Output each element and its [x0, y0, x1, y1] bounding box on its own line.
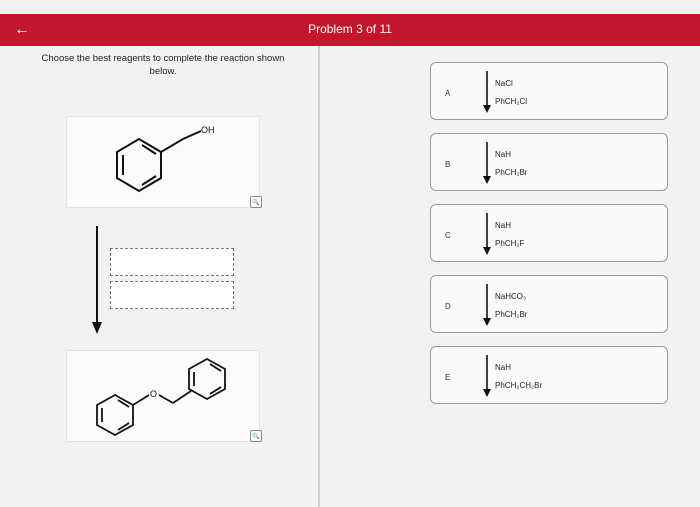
- down-arrow-icon: [483, 213, 491, 255]
- option-b[interactable]: [430, 133, 668, 191]
- option-reagent-1: NaCl: [495, 79, 513, 88]
- option-reagent-2: PhCH₂F: [495, 239, 525, 248]
- option-d[interactable]: [430, 275, 668, 333]
- down-arrow-icon: [483, 71, 491, 113]
- option-reagent-1: NaH: [495, 221, 512, 230]
- option-a[interactable]: [430, 62, 668, 120]
- option-reagent-2: PhCH₂Br: [495, 168, 528, 177]
- option-reagent-1: NaHCO₃: [495, 292, 527, 301]
- panel-divider: [318, 46, 320, 507]
- option-reagent-1: NaH: [495, 150, 512, 159]
- down-arrow-icon: [483, 355, 491, 397]
- product-molecule: [66, 350, 260, 442]
- option-letter: D: [445, 302, 451, 311]
- magnifier-icon: 🔍: [252, 200, 260, 206]
- option-reagent-2: PhCH₂CH₂Br: [495, 381, 543, 390]
- header-bar: [0, 14, 700, 46]
- question-prompt: Choose the best reagents to complete the reaction shown below.: [41, 53, 285, 77]
- option-reagent-1: NaH: [495, 363, 512, 372]
- zoom-start-button[interactable]: [250, 196, 262, 208]
- down-arrow-icon: [483, 142, 491, 184]
- reagent-drop-slot-1[interactable]: [110, 248, 234, 276]
- option-e[interactable]: [430, 346, 668, 404]
- down-arrow-icon: [483, 284, 491, 326]
- page-title: Problem 3 of 11: [308, 22, 392, 36]
- zoom-product-button[interactable]: [250, 430, 262, 442]
- option-letter: B: [445, 160, 451, 169]
- reagent-drop-slot-2[interactable]: [110, 281, 234, 309]
- magnifier-icon: 🔍: [252, 434, 260, 440]
- ether-oxygen-label: O: [150, 389, 158, 399]
- hydroxyl-label: OH: [201, 125, 215, 135]
- benzyl-phenyl-ether-structure: [67, 351, 261, 443]
- starting-material: [66, 116, 260, 208]
- back-arrow-icon[interactable]: ←: [14, 21, 30, 38]
- option-letter: C: [445, 231, 451, 240]
- option-letter: A: [445, 89, 451, 98]
- option-c[interactable]: [430, 204, 668, 262]
- reaction-arrow: [92, 226, 102, 334]
- benzyl-alcohol-structure: [67, 117, 261, 209]
- option-reagent-2: PhCH₂Cl: [495, 97, 527, 106]
- option-letter: E: [445, 373, 451, 382]
- option-reagent-2: PhCH₂Br: [495, 310, 528, 319]
